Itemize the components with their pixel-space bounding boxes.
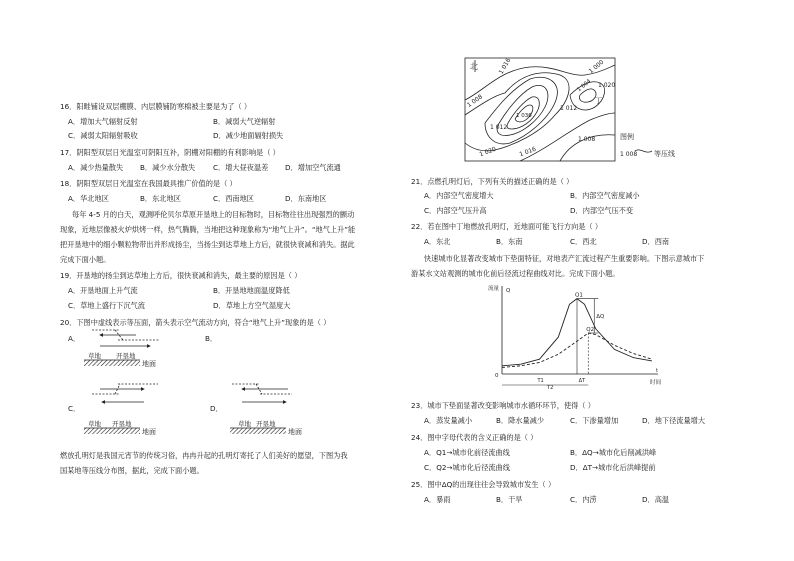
q23-option-a: A．蒸发量减小 [424,416,473,425]
isobar-label-10: 1 004 [576,78,593,94]
passage-b-line-1: 燃放孔明灯是我国元宵节的传统习俗，冉冉升起的孔明灯寄托了人们美好的愿望，下图为我 [60,451,348,460]
q20-c-land-grass: 草地 [88,420,101,428]
q24-option-c: C．Q2→城市化后径流曲线 [424,463,510,472]
legend-text: 等压线 [654,150,675,158]
isobar-label-2: 1 008 [465,93,484,109]
q24-option-a: A．Q1→城市化前径流曲线 [424,448,510,457]
q20-d-land-grass: 草地 [238,420,251,428]
q23-option-d: D．地下径流量增大 [642,416,706,425]
q25-option-a: A．暴雨 [424,495,451,504]
label-delta-q: ΔQ [596,313,605,320]
label-q2: Q2 [586,327,595,333]
q24-stem: 24．图中字母代表的含义正确的是（ ） [411,433,538,442]
passage-a-line-3: 把开垦地中的细小颗粒物带出并形成扬尘，当扬尘到达草地上方后，就很快衰减和消失。据此 [60,240,355,249]
q16-option-c: C．减弱太阳辐射吸收 [68,131,138,140]
q25-option-c: C．内涝 [570,495,597,504]
q24-option-b: B．ΔQ→城市化后削减洪峰 [570,448,657,457]
origin-label: 0 [495,373,499,379]
q18-option-b: B．东北地区 [140,194,181,203]
y-axis-label: 流量 [488,286,500,292]
q20-diagram-c [84,384,158,436]
q25-stem: 25．图中ΔQ的出现往往会导致城市发生（ ） [411,480,556,489]
label-t: t [656,368,658,374]
legend-value: 1 008 [620,151,638,158]
q17-option-c: C．增大昼夜温差 [213,163,269,172]
q16-option-a: A．增加大气辐射反射 [68,117,138,126]
q21-stem: 21．点燃孔明灯后，下列有关的描述正确的是（ ） [411,177,574,186]
q20-d-ground: 地面 [288,428,302,436]
q21-option-d: D．内部空气压不变 [570,206,634,215]
q18-stem: 18．阴阳型双层日光温室在我国最具推广价值的是（ ） [60,179,237,188]
q20-label-c: C． [68,404,81,413]
passage-a-line-4: 完成下面小题。 [60,255,111,264]
isobar-label-11: 1 000 [587,58,606,76]
q20-label-a: A． [68,334,81,343]
q20-label-d: D． [210,404,223,413]
label-t2: T2 [547,385,554,390]
q22-option-d: D．西南 [642,237,670,246]
q25-option-d: D．高温 [642,495,670,504]
q19-option-d: D．草地上方空气湿度大 [213,301,291,310]
q17-stem: 17．阴阳型双层日光温室可阴阳互补，阴棚对阳棚的有利影响是（ ） [60,148,280,157]
x-axis-label: 时间 [650,380,662,386]
isobar-label-4: 1 036 [516,113,532,119]
label-q1: Q1 [575,292,583,299]
q20-d-land-cultivated: 开垦地 [256,420,276,428]
q23-stem: 23．城市下垫面显著改变影响城市水循环环节，使得（ ） [411,401,595,410]
isobar-label-3: 1 012 [490,124,508,131]
isobar-label-1: 1 016 [497,57,513,76]
isobar-map [460,55,690,167]
q21-option-a: A．内部空气密度增大 [424,191,494,200]
q22-option-b: B．东南 [496,237,523,246]
q20-diagrams [60,326,350,446]
passage-a-line-1: 每年 4-5 月的白天，观测呼伦贝尔草原开垦地上的目标物时，目标物往往出现强烈的颤动 [72,210,355,219]
label-t1: T1 [537,378,544,384]
north-label: 北 [470,62,478,71]
q25-option-b: B．干旱 [496,495,523,504]
isobar-label-6: 1 016 [518,145,538,159]
passage-c-line-2: 游某水文站观测的城市化前后径流过程曲线对比。完成下面小题。 [411,269,620,278]
q18-option-c: C．西南地区 [213,194,254,203]
q22-option-a: A．东北 [424,237,451,246]
q20-stem: 20．下图中虚线表示等压面，箭头表示空气流动方向，符合“地气上升”现象的是（ ） [60,318,331,327]
q16-option-b: B．减弱大气逆辐射 [213,117,276,126]
q19-option-b: B．开垦地地面温度降低 [213,286,290,295]
q19-stem: 19．开垦地的扬尘到达草地上方后，很快衰减和消失，最主要的原因是（ ） [60,271,302,280]
q23-option-b: B．降水量减少 [496,416,545,425]
isobar-label-5: 1 020 [478,145,498,159]
hydrograph-chart [488,282,668,390]
q20-c-ground: 地面 [142,428,156,436]
q20-a-ground: 地面 [142,360,156,368]
q23-option-c: C．下渗量增加 [570,416,619,425]
q21-option-c: C．内部空气压升高 [424,206,487,215]
legend-title: 图例 [620,133,634,141]
q17-option-d: D．增加空气流通 [285,163,341,172]
q20-diagram-d [230,384,302,436]
q24-option-d: D．ΔT→城市化后洪峰提前 [570,463,656,472]
isobar-label-8: 1 020 [598,82,616,89]
q20-a-land-cultivated: 开垦地 [116,352,136,360]
q22-stem: 22．若在图中丁地燃放孔明灯，近地面可能飞行方向是（ ） [411,222,603,231]
passage-c-line-1: 快速城市化显著改变城市下垫面特征，对地表产汇流过程产生重要影响。下图示意城市下 [424,254,705,263]
q20-label-b: B． [205,334,218,343]
isobar-label-7: 1 012 [560,105,578,112]
label-q: Q [506,288,511,294]
q16-option-d: D．减少地面辐射损失 [213,131,284,140]
q21-option-b: B．内部空气密度减小 [570,191,640,200]
q17-option-b: B．减少水分散失 [140,163,196,172]
point-ding: 丁 [595,97,602,105]
label-delta-t: ΔT [578,378,586,384]
passage-b-line-2: 国某地等压线分布图，据此，完成下面小题。 [60,466,204,475]
passage-a-line-2: 现象，近地层像被火炉烘烤一样，热气腾腾，当地把这种现象称为“地气上升”。“地气上升”能 [60,225,356,234]
isobar-label-9: 1 008 [578,136,596,143]
q20-a-land-grass: 草地 [88,352,101,360]
q20-diagram-a [84,330,160,368]
q18-option-a: A．华北地区 [68,194,109,203]
q22-option-c: C．西北 [570,237,597,246]
q19-option-a: A．开垦地面上升气流 [68,286,138,295]
q19-option-c: C．草地上盛行下沉气流 [68,301,145,310]
q18-option-d: D．东南地区 [285,194,327,203]
q17-option-a: A．减少热量散失 [68,163,124,172]
q20-c-land-cultivated: 开垦地 [112,420,132,428]
q16-stem: 16．阳畦铺设双层棚膜、内层膜铺防寒棉被主要是为了（ ） [60,102,252,111]
